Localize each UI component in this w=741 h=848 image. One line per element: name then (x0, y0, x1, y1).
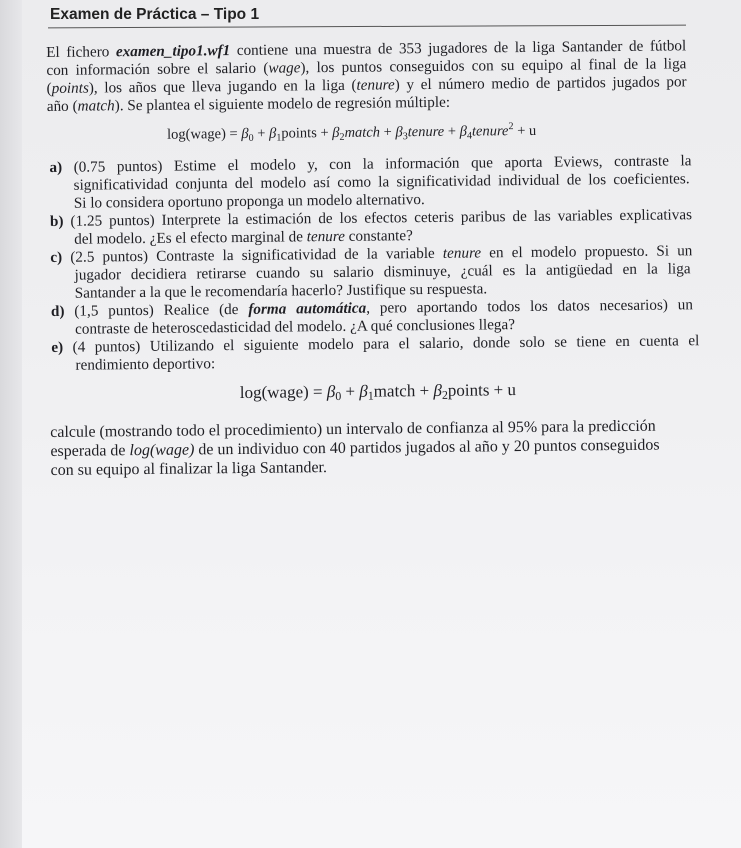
question-c-label: c) (50, 248, 63, 266)
question-d-label: d) (50, 302, 65, 320)
intro-line-4: año (match). Se plantea el siguiente modelo de regresión múltiple: (46, 93, 451, 115)
file-name: examen_tipo1.wf1 (115, 42, 231, 61)
question-d: d) (1,5 puntos) Realice (de forma automática, pero aportando todos los datos necesarios) un contraste de heteroscedasticidad del modelo. ¿A qué conclusiones llega? (50, 296, 694, 338)
prediction-model-equation: log(wage) = $\beta_0$ + $\beta_1match$ + $\beta_2points + u$ (239, 380, 517, 403)
closing-paragraph (50, 416, 741, 480)
question-b-label: b) (49, 212, 64, 230)
exam-title: Examen de Práctica – Tipo 1 (50, 6, 260, 23)
intro-line-2: con información sobre el salario (wage), los puntos conseguidos con su equipo al final de la liga (46, 55, 687, 79)
exam-body (46, 23, 741, 480)
intro-paragraph (46, 37, 741, 116)
question-b: b) (1.25 puntos) Interprete la estimación de los efectos ceteris paribus de las variables explicativas del modelo. ¿Es el efecto marginal de tenure constante? (49, 206, 693, 248)
question-a-label: a) (49, 158, 63, 176)
question-a: a) (0.75 puntos) Estime el modelo y, con la información que aporta Eviews, contraste la significatividad conjunta del modelo así como la significatividad individual de los coeficientes. Si lo considera oportuno proponga un modelo alternativo. (49, 152, 692, 212)
question-list (47, 152, 741, 375)
question-e-label: e) (51, 338, 64, 356)
intro-line-1: El fichero examen_tipo1.wf1 contiene una muestra de 353 jugadores de la liga Santander de fútbol (46, 37, 687, 61)
closing-line-2: esperada de log(wage) de un individuo con 40 partidos jugados al año y 20 puntos conseguidos (50, 436, 660, 460)
intro-line-3: (points), los años que lleva jugando en la liga (tenure) y el número medio de partidos jugados por (46, 73, 687, 97)
closing-line-3: con su equipo al finalizar la liga Santander. (50, 459, 328, 479)
question-e: e) (4 puntos) Utilizando el siguiente modelo para el salario, donde solo se tiene en cuenta el rendimiento deportivo: (51, 332, 700, 374)
paper-shadow-edge (0, 0, 22, 848)
question-c: c) (2.5 puntos) Contraste la significatividad de la variable tenure en el modelo propuesto. Si un jugador decidiera retirarse cuando su salario disminuye, ¿cuál es la antigüedad en la liga Santander a la que le recomendaría hacerlo? Justifique su respuesta. (50, 242, 693, 302)
closing-line-1: calcule (mostrando todo el procedimiento) un intervalo de confianza al 95% para la predicción (50, 417, 656, 441)
regression-model-equation: log(wage) = $\beta_0$ + $\beta_1points$ + $\beta_2match$ + $\beta_3tenure$ + $\beta_4tenure^2 + u$ (167, 121, 537, 144)
